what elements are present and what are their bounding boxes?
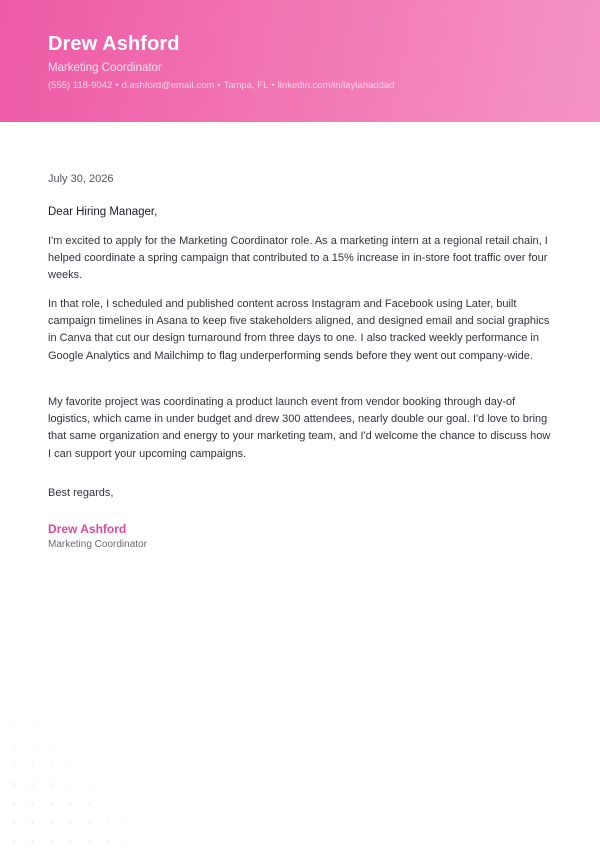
contact-separator: • [115, 80, 119, 91]
contact-phone: (555) 118-9042 [48, 80, 113, 91]
contact-line [48, 80, 394, 91]
applicant-title: Marketing Coordinator [48, 62, 162, 74]
letterhead-banner [0, 0, 600, 122]
contact-separator: • [271, 80, 275, 91]
contact-separator: • [217, 80, 221, 91]
applicant-name: Drew Ashford [48, 33, 180, 55]
contact-linkedin[interactable]: linkedin.com/in/laylahaddad [277, 80, 395, 91]
closing: Best regards, [48, 487, 114, 499]
contact-email[interactable]: d.ashford@email.com [121, 80, 215, 91]
body-paragraph: I'm excited to apply for the Marketing Coordinator role. As a marketing intern at a regional retail chain, I helped coordinate a spring campaign that contributed to a 15% increase in in-store foot traffic over four weeks. [48, 235, 548, 282]
contact-location: Tampa, FL [223, 80, 269, 91]
decorative-dot-pattern [0, 712, 140, 848]
signature-name: Drew Ashford [48, 522, 127, 536]
body-paragraph: My favorite project was coordinating a product launch event from vendor booking through day-of logistics, which came in under budget and drew 300 attendees, nearly double our goal. I'd love to bring that same organization and energy to your marketing team, and I'd welcome the chance to discuss how I can support your upcoming campaigns. [48, 396, 551, 460]
letter-date: July 30, 2026 [48, 173, 114, 185]
signature-title: Marketing Coordinator [48, 539, 147, 550]
salutation: Dear Hiring Manager, [48, 206, 158, 218]
body-paragraph: In that role, I scheduled and published content across Instagram and Facebook using Later, built campaign timelines in Asana to keep five stakeholders aligned, and designed email and social graphics in Canva that cut our design turnaround from three days to one. I also tracked weekly performance in Google Analytics and Mailchimp to flag underperforming sends before they went out company-wide. [48, 298, 550, 362]
